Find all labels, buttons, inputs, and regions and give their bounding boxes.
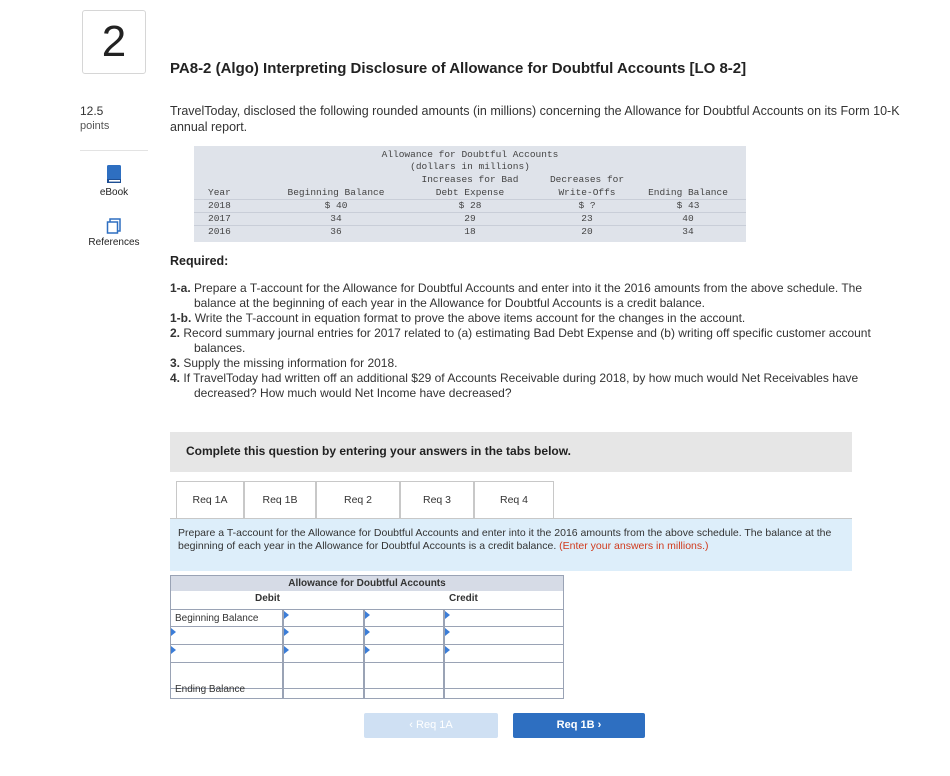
references-button[interactable] <box>82 218 146 248</box>
tab-req-2[interactable]: Req 2 <box>316 481 400 519</box>
row-ending: 34 <box>682 226 694 237</box>
instruction-text: Prepare a T-account for the Allowance for Doubtful Accounts and enter into it the 2016 amounts from the above schedule. The balance at the beginning of each year in the Allowance for Doubtful Accounts is a credit balance. <box>178 527 832 552</box>
t-account <box>170 575 564 699</box>
required-list <box>170 281 910 401</box>
references-label: References <box>88 237 140 248</box>
credit-label-input[interactable] <box>364 645 444 663</box>
tab-req-1b[interactable]: Req 1B <box>244 481 316 519</box>
question-number: 2 <box>82 10 146 74</box>
required-item-label: 2. <box>170 326 181 340</box>
required-item-text: If TravelToday had written off an additional $29 of Accounts Receivable during 2018, by how much would Net Receivables have <box>183 371 859 385</box>
header-ending: Ending Balance <box>648 187 728 198</box>
required-item-label: 1-a. <box>170 281 191 295</box>
ebook-label: eBook <box>99 187 129 198</box>
question-intro: TravelToday, disclosed the following rounded amounts (in millions) concerning the Allowance for Doubtful Accounts on its Form 10-K annual report. <box>170 104 900 134</box>
points-value: 12.5 <box>80 104 104 118</box>
requirement-tabs <box>176 481 554 519</box>
debit-label-input[interactable] <box>170 627 283 645</box>
tab-req-3[interactable]: Req 3 <box>400 481 474 519</box>
prev-req-button[interactable] <box>364 713 498 738</box>
instructions-banner: Complete this question by entering your answers in the tabs below. <box>170 432 852 472</box>
credit-amount-input[interactable] <box>444 645 564 663</box>
chevron-left-icon: ‹ <box>409 719 413 731</box>
next-req-button[interactable] <box>513 713 645 738</box>
required-item-cont: balance at the beginning of each year in the Allowance for Doubtful Accounts is a credit balance. <box>194 296 705 310</box>
row-year: 2017 <box>208 213 231 224</box>
required-item-label: 4. <box>170 371 181 385</box>
tab-req-4[interactable]: Req 4 <box>474 481 554 519</box>
required-item <box>170 356 910 371</box>
schedule-title: Allowance for Doubtful Accounts <box>381 149 559 160</box>
required-item <box>170 371 910 401</box>
header-year: Year <box>208 187 231 198</box>
question-title: PA8-2 (Algo) Interpreting Disclosure of Allowance for Doubtful Accounts [LO 8-2] <box>170 60 747 77</box>
row-increases: $ 28 <box>458 200 482 211</box>
references-icon <box>106 218 122 234</box>
t-account-header <box>170 591 564 609</box>
header-decreases-2: Write-Offs <box>558 187 616 198</box>
debit-label-input[interactable] <box>170 645 283 663</box>
header-decreases-1: Decreases for <box>549 174 625 185</box>
debit-amount-input[interactable] <box>283 645 364 663</box>
ending-balance-label: Ending Balance <box>170 681 283 699</box>
row-decreases: 20 <box>581 226 593 237</box>
row-ending: $ 43 <box>676 200 700 211</box>
required-item-text: Record summary journal entries for 2017 related to (a) estimating Bad Debt Expense and (b) writing off specific customer account <box>183 326 871 340</box>
header-beginning: Beginning Balance <box>287 187 385 198</box>
row-beginning: 34 <box>330 213 342 224</box>
required-item-cont: decreased? How much would Net Income have decreased? <box>194 386 512 400</box>
credit-label-input[interactable] <box>364 609 444 627</box>
tab-req-1a[interactable]: Req 1A <box>176 481 244 519</box>
credit-amount-input[interactable] <box>444 627 564 645</box>
required-item-label: 3. <box>170 356 181 370</box>
instruction-hint: (Enter your answers in millions.) <box>559 540 709 552</box>
t-account-title: Allowance for Doubtful Accounts <box>170 575 564 591</box>
beginning-balance-label: Beginning Balance <box>170 609 283 627</box>
row-increases: 18 <box>464 226 476 237</box>
ebook-button[interactable] <box>82 164 146 198</box>
debit-amount-input[interactable] <box>283 609 364 627</box>
prev-req-label: Req 1A <box>416 719 453 731</box>
chevron-right-icon: › <box>597 719 602 731</box>
row-year: 2018 <box>208 200 231 211</box>
ending-debit-cell[interactable] <box>283 681 364 699</box>
required-item-text: Prepare a T-account for the Allowance for Doubtful Accounts and enter into it the 2016 amounts from the above schedule. The <box>194 281 862 295</box>
row-year: 2016 <box>208 226 231 237</box>
required-item-label: 1-b. <box>170 311 192 325</box>
allowance-schedule <box>194 146 746 242</box>
debit-amount-input[interactable] <box>283 627 364 645</box>
row-decreases: $ ? <box>578 200 596 211</box>
debit-header: Debit <box>255 593 280 604</box>
t-account-row <box>170 645 564 663</box>
required-item <box>170 281 910 311</box>
t-account-row <box>170 609 564 627</box>
ending-credit-label-cell[interactable] <box>364 681 444 699</box>
sidebar-divider <box>80 150 148 151</box>
t-account-row <box>170 627 564 645</box>
required-item-cont: balances. <box>194 341 246 355</box>
points-label: points <box>80 120 110 132</box>
ending-credit-cell[interactable] <box>444 681 564 699</box>
row-decreases: 23 <box>581 213 593 224</box>
row-beginning: 36 <box>330 226 342 237</box>
credit-label-input[interactable] <box>364 627 444 645</box>
schedule-subtitle: (dollars in millions) <box>410 161 530 172</box>
book-icon <box>105 164 123 184</box>
credit-header: Credit <box>449 593 478 604</box>
t-account-row <box>170 663 564 681</box>
row-beginning: $ 40 <box>324 200 348 211</box>
header-increases-2: Debt Expense <box>435 187 505 198</box>
credit-amount-input[interactable] <box>444 609 564 627</box>
required-heading: Required: <box>170 254 229 268</box>
required-item-text: Write the T-account in equation format to prove the above items account for the changes in the account. <box>194 311 746 325</box>
next-req-label: Req 1B <box>556 719 595 731</box>
header-increases-1: Increases for Bad <box>421 174 519 185</box>
required-item <box>170 311 910 326</box>
t-account-row <box>170 681 564 699</box>
tab-instruction <box>170 519 852 571</box>
row-ending: 40 <box>682 213 694 224</box>
required-item-text: Supply the missing information for 2018. <box>183 356 398 370</box>
row-increases: 29 <box>464 213 476 224</box>
required-item <box>170 326 910 356</box>
